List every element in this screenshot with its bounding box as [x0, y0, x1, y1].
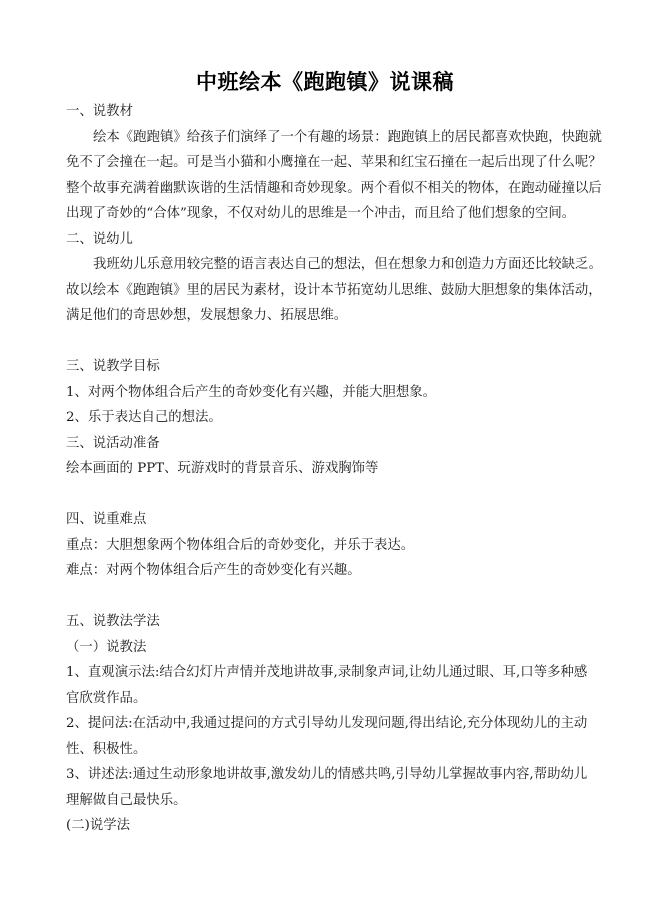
list-item: 2、乐于表达自己的想法。	[66, 410, 222, 425]
section-heading-goals: 三、说教学目标	[66, 359, 160, 374]
paragraph-line: 我班幼儿乐意用较完整的语言表达自己的想法，但在想象力和创造力方面还比较缺乏。	[93, 257, 602, 272]
paragraph-line: 出现了奇妙的“合体”现象，不仅对幼儿的思维是一个冲击，而且给了他们想象的空间。	[66, 206, 576, 221]
difficulty-line: 难点：对两个物体组合后产生的奇妙变化有兴趣。	[66, 563, 361, 578]
list-item: 1、直观演示法:结合幻灯片声情并茂地讲故事,录制象声词,让幼儿通过眼、耳,口等多种感	[66, 665, 588, 680]
subsection-heading-teaching: （一）说教法	[66, 640, 147, 655]
paragraph-line: 免不了会撞在一起。可是当小猫和小鹰撞在一起、苹果和红宝石撞在一起后出现了什么呢？	[66, 155, 602, 170]
list-item: 3、讲述法:通过生动形象地讲故事,激发幼儿的情感共鸣,引导幼儿掌握故事内容,帮助幼儿	[66, 767, 588, 782]
section-heading-preparation: 三、说活动准备	[66, 436, 160, 451]
list-item-continued: 理解做自己最快乐。	[66, 793, 187, 808]
list-item-continued: 官欣赏作品。	[66, 691, 147, 706]
list-item: 1、对两个物体组合后产生的奇妙变化有兴趣，并能大胆想象。	[66, 385, 437, 400]
paragraph-line: 绘本《跑跑镇》给孩子们演绎了一个有趣的场景：跑跑镇上的居民都喜欢快跑，快跑就	[93, 130, 602, 145]
section-heading-methods: 五、说教法学法	[66, 614, 160, 629]
list-item-continued: 性、积极性。	[66, 742, 147, 757]
section-heading-key-points: 四、说重难点	[66, 512, 147, 527]
paragraph-line: 绘本画面的 PPT、玩游戏时的背景音乐、游戏胸饰等	[66, 461, 379, 476]
paragraph-line: 故以绘本《跑跑镇》里的居民为素材，设计本节拓宽幼儿思维、鼓励大胆想象的集体活动，	[66, 283, 602, 298]
section-heading-textbook: 一、说教材	[66, 104, 133, 119]
paragraph-line: 整个故事充满着幽默诙谐的生活情趣和奇妙现象。两个看似不相关的物体，在跑动碰撞以后	[66, 181, 602, 196]
subsection-heading-learning: (二)说学法	[66, 818, 131, 833]
paragraph-line: 满足他们的奇思妙想，发展想象力、拓展思维。	[66, 308, 348, 323]
section-heading-children: 二、说幼儿	[66, 232, 133, 247]
list-item: 2、提问法:在活动中,我通过提问的方式引导幼儿发现问题,得出结论,充分体现幼儿的主动	[66, 716, 588, 731]
key-point-line: 重点：大胆想象两个物体组合后的奇妙变化，并乐于表达。	[66, 538, 415, 553]
document-title: 中班绘本《跑跑镇》说课稿	[196, 69, 454, 94]
